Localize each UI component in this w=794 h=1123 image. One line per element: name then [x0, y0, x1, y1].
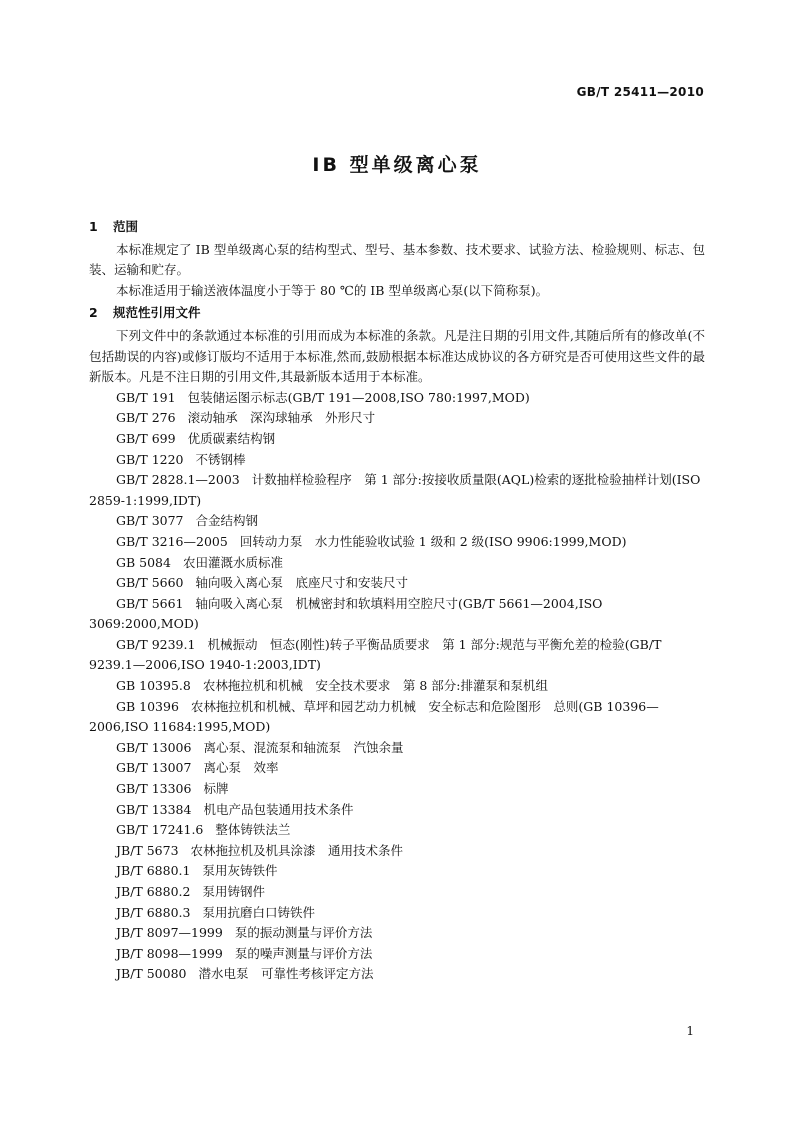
- reference-code: GB/T 1220: [116, 451, 184, 467]
- reference-title: 离心泵 效率: [203, 760, 279, 776]
- reference-title: 优质碳素结构钢: [187, 430, 276, 446]
- reference-item: [89, 758, 705, 779]
- reference-item: [89, 738, 705, 759]
- reference-code: GB/T 13384: [116, 801, 192, 817]
- reference-code: JB/T 50080: [116, 966, 187, 982]
- reference-code: JB/T 6880.1: [116, 863, 191, 879]
- reference-code: GB/T 5661: [116, 595, 184, 611]
- reference-code: GB/T 276: [116, 410, 176, 426]
- reference-item: [89, 532, 705, 553]
- reference-code: GB 10395.8: [116, 678, 191, 694]
- reference-title: 回转动力泵 水力性能验收试验 1 级和 2 级(ISO 9906:1999,MOD): [239, 533, 627, 549]
- section-number: 2: [89, 305, 98, 321]
- document-body: [89, 215, 705, 985]
- reference-item: [89, 697, 705, 738]
- reference-item: [89, 594, 705, 635]
- reference-title: 包装储运图示标志(GB/T 191—2008,ISO 780:1997,MOD): [187, 389, 530, 405]
- reference-item: [89, 861, 705, 882]
- reference-title: 泵用抗磨白口铸铁件: [202, 904, 315, 920]
- reference-code: JB/T 6880.3: [116, 904, 191, 920]
- reference-code: GB/T 5660: [116, 575, 184, 591]
- section-title: 规范性引用文件: [113, 305, 201, 321]
- reference-code: JB/T 8097—1999: [116, 925, 223, 941]
- scope-paragraph-1: 本标准规定了 IB 型单级离心泵的结构型式、型号、基本参数、技术要求、试验方法、检验规则、标志、包装、运输和贮存。: [89, 241, 705, 278]
- reference-code: JB/T 5673: [116, 842, 179, 858]
- reference-item: [89, 553, 705, 574]
- reference-title: 农林拖拉机和机械、草坪和园艺动力机械 安全标志和危险图形 总则(GB 10396—2006,ISO 11684:1995,MOD): [89, 698, 659, 735]
- reference-title: 泵的振动测量与评价方法: [234, 925, 373, 941]
- reference-title: 泵的噪声测量与评价方法: [234, 945, 373, 961]
- reference-title: 泵用灰铸铁件: [202, 863, 278, 879]
- section-1-heading: [89, 217, 705, 238]
- standard-code: GB/T 25411—2010: [576, 85, 704, 99]
- reference-code: GB/T 3077: [116, 513, 184, 529]
- reference-item: [89, 511, 705, 532]
- reference-code: GB/T 3216—2005: [116, 533, 228, 549]
- reference-code: GB 5084: [116, 554, 171, 570]
- page-number: 1: [686, 1024, 694, 1038]
- reference-title: 机电产品包装通用技术条件: [203, 801, 354, 817]
- reference-item: [89, 450, 705, 471]
- reference-item: [89, 470, 705, 511]
- reference-title: 离心泵、混流泵和轴流泵 汽蚀余量: [203, 739, 404, 755]
- reference-title: 潜水电泵 可靠性考核评定方法: [198, 966, 374, 982]
- reference-title: 滚动轴承 深沟球轴承 外形尺寸: [187, 410, 376, 426]
- reference-title: 农田灌溉水质标准: [182, 554, 283, 570]
- reference-item: [89, 964, 705, 985]
- reference-title: 计数抽样检验程序 第 1 部分:按接收质量限(AQL)检索的逐批检验抽样计划(ISO 2859-1:1999,IDT): [89, 472, 701, 508]
- section-2-heading: [89, 303, 705, 324]
- reference-code: GB/T 2828.1—2003: [116, 472, 240, 488]
- reference-code: GB/T 9239.1: [116, 636, 196, 652]
- section-number: 1: [89, 219, 98, 234]
- reference-code: GB/T 17241.6: [116, 822, 204, 838]
- reference-list: [89, 388, 705, 985]
- reference-item: [89, 820, 705, 841]
- reference-title: 标牌: [203, 781, 229, 797]
- reference-item: [89, 676, 705, 697]
- reference-title: 泵用铸钢件: [202, 884, 265, 899]
- reference-code: GB/T 699: [116, 430, 176, 446]
- reference-code: GB/T 13007: [116, 760, 192, 776]
- reference-code: JB/T 8098—1999: [116, 945, 223, 961]
- reference-title: 农林拖拉机及机具涂漆 通用技术条件: [190, 842, 404, 858]
- reference-code: GB 10396: [116, 698, 179, 714]
- reference-code: GB/T 191: [116, 389, 176, 405]
- reference-item: [89, 944, 705, 965]
- reference-item: [89, 800, 705, 821]
- reference-item: [89, 408, 705, 429]
- references-intro: 下列文件中的条款通过本标准的引用而成为本标准的条款。凡是注日期的引用文件,其随后所有的修改单(不包括勘误的内容)或修订版均不适用于本标准,然而,鼓励根据本标准达成协议的各方研究是否可使用这些文件的最新版本。凡是不注日期的引用文件,其最新版本适用于本标准。: [89, 327, 705, 385]
- reference-item: [89, 903, 705, 924]
- reference-item: [89, 923, 705, 944]
- reference-item: [89, 573, 705, 594]
- reference-item: [89, 388, 705, 409]
- scope-paragraph-2: 本标准适用于输送液体温度小于等于 80 ℃的 IB 型单级离心泵(以下简称泵)。: [116, 282, 549, 298]
- reference-title: 轴向吸入离心泵 机械密封和软填料用空腔尺寸(GB/T 5661—2004,ISO 3069:2000,MOD): [89, 595, 603, 632]
- reference-item: [89, 841, 705, 862]
- section-title: 范围: [113, 219, 139, 234]
- reference-title: 机械振动 恒态(刚性)转子平衡品质要求 第 1 部分:规范与平衡允差的检验(GB/T 9239.1—2006,ISO 1940-1:2003,IDT): [89, 636, 662, 673]
- reference-title: 合金结构钢: [195, 513, 259, 529]
- reference-title: 轴向吸入离心泵 底座尺寸和安装尺寸: [195, 575, 409, 591]
- reference-title: 整体铸铁法兰: [215, 822, 291, 838]
- reference-title: 农林拖拉机和机械 安全技术要求 第 8 部分:排灌泵和泵机组: [202, 678, 548, 694]
- reference-code: GB/T 13306: [116, 781, 192, 797]
- reference-title: 不锈钢棒: [195, 451, 246, 467]
- reference-item: [89, 779, 705, 800]
- reference-code: JB/T 6880.2: [116, 884, 191, 899]
- document-title: IB 型单级离心泵: [312, 154, 482, 176]
- reference-item: [89, 882, 705, 903]
- reference-code: GB/T 13006: [116, 739, 192, 755]
- reference-item: [89, 429, 705, 450]
- reference-item: [89, 635, 705, 676]
